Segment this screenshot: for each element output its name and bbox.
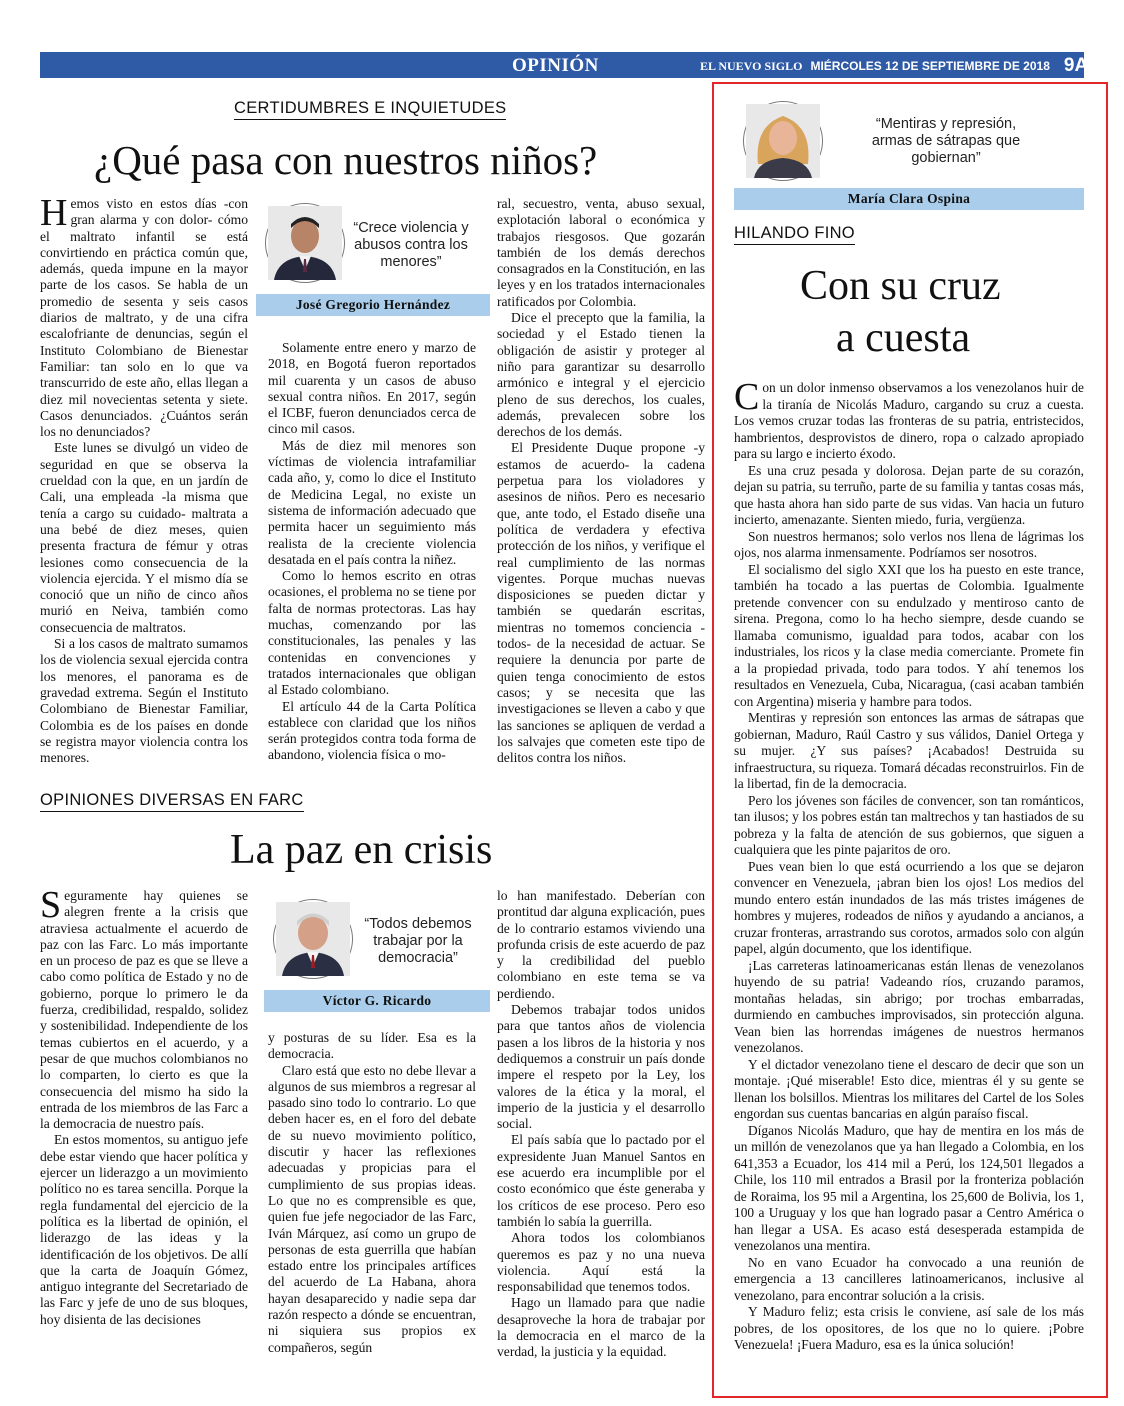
article3-kicker: HILANDO FINO xyxy=(734,224,855,245)
dropcap: C xyxy=(734,376,760,418)
columnist-photo xyxy=(744,102,822,180)
paragraph: Claro está que esto no debe llevar a algunos de sus miembros a regresar al pasado sino todo lo contrario. Lo que deben hacer es, en el foro del debate de su nuevo movimiento político, discutir y hacer las reflexiones adecuadas y propicias para el cumplimiento de sus propias ideas. Lo que no es comprensible es que, quien fue jefe negociador de las Farc, Iván Márquez, así como un grupo de personas de esta guerrilla que habían estado entre los principales artífices del acuerdo de La Habana, ahora hayan desaparecido y nadie sepa dar razón respecto a dónde se encuentran, ni siquiera sus propios ex compañeros, según xyxy=(268,1062,476,1355)
columnist-box-jose-gregorio xyxy=(256,196,490,318)
pull-quote: “Todos debemos trabajar por la democracia” xyxy=(364,916,472,966)
article2-column-1 xyxy=(40,884,248,1376)
article3-headline-line2: a cuesta xyxy=(836,315,971,361)
paragraph: El país sabía que lo pactado por el expresidente Juan Manuel Santos en ese acuerdo era incumplible por el costo económico que éste generaba y los críticos de ese proceso. Pero eso también lo sabía la guerrilla. xyxy=(497,1132,705,1229)
article1-column-2 xyxy=(268,340,476,763)
columnist-box-victor-ricardo xyxy=(264,892,490,1014)
paragraph: Este lunes se divulgó un video de seguridad en que se observa la crueldad con la que, en un jardín de Cali, una empleada -la misma que tenía a cargo su cuidado- maltrata a una bebé de diez meses, quien presenta fractura de fémur y otras lesiones como consecuencia de la violencia ejercida. Y el mismo día se conoció que un niño de cinco años murió en Neiva, también como consecuencia de maltratos. xyxy=(40,440,248,635)
issue-date: MIÉRCOLES 12 DE SEPTIEMBRE DE 2018 xyxy=(810,59,1050,73)
columnist-name: José Gregorio Hernández xyxy=(256,294,490,316)
article1-column-1 xyxy=(40,192,248,766)
portrait-icon xyxy=(268,206,342,280)
paragraph: Pues vean bien lo que está ocurriendo a los que se dejaron convencer en Venezuela, ¡abran bien los ojos! Los medios del mundo entero están inundados de las más tristes imágenes de hombres y mujeres, rodeados de niños y ayudando a ancianos, a cruzar fronteras, arrastrando sus corotos, armados solo con algún papel, algún documento, que los identifique. xyxy=(734,858,1084,956)
paragraph: emos visto en estos días -con gran alarma y con dolor- cómo el maltrato infantil se está convirtiendo en práctica común que, además, queda impune en la mayor parte de los casos. Se habla de un promedio de sesenta y seis casos diarios de maltrato, y de una cifra escalofriante de denuncias, según el Instituto Colombiano de Bienestar Familiar: tan solo en lo que va transcurrido de este año, ellas llegan a diez mil novecientas setenta y siete. Casos denunciados. ¿Cuántos serán los no denunciados? xyxy=(40,196,248,440)
portrait-icon xyxy=(746,104,820,178)
article2-column-3 xyxy=(497,888,705,1376)
paragraph: El artículo 44 de la Carta Política establece con claridad que los niños serán protegidos contra toda forma de abandono, violencia física o mo- xyxy=(268,698,476,763)
article3-headline-line1: Con su cruz xyxy=(800,263,1001,309)
pull-quote: “Crece violencia y abusos contra los menores” xyxy=(353,220,469,270)
paragraph: Díganos Nicolás Maduro, que hay de mentira en los más de un millón de venezolanos que ya han llegado a Colombia, en los 641,353 a Ecuador, los 414 mil a Perú, los 124,501 llegados a Chile, los 110 mil entrados a Brasil por la fronteriza población de Roraima, los 95 mil a Argentina, los 25,600 de Bolivia, los 1, 100 a Uruguay y los que han logrado pasar a Centro América o han llegar a USA. Es acaso está desesperada estampida de venezolanos una mentira. xyxy=(734,1122,1084,1253)
paragraph: Si a los casos de maltrato sumamos los de violencia sexual ejercida contra los menores, el panorama es de gravedad extrema. Según el Instituto Colombiano de Bienestar Familiar, Colombia es de los países en donde se registra mayor violencia contra los menores. xyxy=(40,636,248,766)
paragraph: Son nuestros hermanos; solo verlos nos llena de lágrimas los ojos, nos alarma inmensamente. Podríamos ser nosotros. xyxy=(734,528,1084,560)
paragraph: El Presidente Duque propone -y estamos de acuerdo- la cadena perpetua para los violadores y asesinos de niños. Pero es necesario que, ante todo, el Estado diseñe una política de verdadera y efectiva protección de los niños, y verifique el real cumplimiento de las normas vigentes. Porque muchas nuevas disposiciones se pueden dictar y también se quedarán escritas, mientras no tomemos conciencia -todos- de la necesidad de actuar. Se requiere la denuncia por parte de quien tenga conocimiento de estos casos; y se necesita que las investigaciones se lleven a cabo y que las sanciones se apliquen de verdad a los salvajes que cometen este tipo de delitos contra los niños. xyxy=(497,440,705,766)
paragraph: En estos momentos, su antiguo jefe debe estar viendo que hacer política y ejercer un liderazgo a un movimiento político no es tarea sencilla. Porque la regla fundamental del ejercicio de la política es la libertad de opinión, el liderazgo de las ideas y la identificación de los objetivos. De allí que la carta de Joaquín Gómez, antiguo integrante del Secretariado de las Farc y jefe de uno de sus bloques, hoy disienta de las decisiones xyxy=(40,1132,248,1327)
article1-kicker: CERTIDUMBRES E INQUIETUDES xyxy=(234,99,506,120)
page-number: 9A xyxy=(1063,55,1089,76)
columnist-photo xyxy=(274,900,352,978)
columnist-photo xyxy=(266,204,344,282)
paragraph: eguramente hay quienes se alegren frente a la crisis que atraviesa actualmente el acuerdo de paz con las Farc. Lo más importante en un proceso de paz es que se lleve a cabo como política de Estado y no de gobierno, porque lo primero le da fuerza, credibilidad, respaldo, solidez y sostenibilidad. Independiente de los temas cubiertos en el acuerdo, y a pesar de que muchos colombianos no lo comparten, lo cierto es que la consecuencia del mismo ha sido la entrada de los miembros de las Farc a la democracia de nuestro país. xyxy=(40,888,248,1132)
paragraph: on un dolor inmenso observamos a los venezolanos huir de la tiranía de Nicolás Maduro, cargando su cruz a cuesta. Los vemos cruzar todas las fronteras de su patria, entristecidos, hambrientos, desprovistos de dinero, ropa o calzado apropiado para su largo e incierto éxodo. xyxy=(734,380,1084,461)
article2-column-2 xyxy=(268,1030,476,1376)
article2-headline: La paz en crisis xyxy=(230,827,493,873)
article1-column-3 xyxy=(497,196,705,766)
columnist-name: María Clara Ospina xyxy=(734,188,1084,210)
paragraph: El socialismo del siglo XXI que los ha puesto en este trance, también ha tocado a las puertas de Colombia. Igualmente pretende convencer con su endulzado y mentiroso canto de sirena. Pregona, como lo ha hecho siempre, desde cuando se llamaba comunismo, igualdad para todos, acabar con los industriales, los ricos y la clase media comerciante. Promete fin a la propiedad privada, todo para todos. Y ahí tenemos los resultados en Venezuela, Cuba, Nicaragua, (casi acaban también con Argentina) miseria y hambre para todos. xyxy=(734,561,1084,709)
pull-quote: “Mentiras y represión, armas de sátrapas que gobiernan” xyxy=(871,116,1021,166)
portrait-icon xyxy=(276,902,350,976)
paragraph: Como lo hemos escrito en otras ocasiones, el problema no se tiene por falta de normas protectoras. Las hay muchas, comenzando por las constitucionales, las penales y las contenidas en convenciones y tratados internacionales que obligan al Estado colombiano. xyxy=(268,568,476,698)
section-title: OPINIÓN xyxy=(512,55,599,76)
paragraph: Pero los jóvenes son fáciles de convencer, son tan románticos, tan ilusos; y los pobres están tan maltrechos y tan hastiados de su pobreza y la falta de atención de sus gobiernos, que siguen a cualquiera que les pinte pajaritos de oro. xyxy=(734,792,1084,857)
paragraph: Más de diez mil menores son víctimas de violencia intrafamiliar cada año, y, como lo dice el Instituto de Medicina Legal, no existe un sistema de información adecuado que permita hacer un seguimiento más realista de la creciente violencia desatada en el país contra la niñez. xyxy=(268,437,476,567)
article3-body xyxy=(734,376,1084,1388)
paragraph: Hago un llamado para que nadie desaproveche la hora de trabajar por la democracia en el marco de la verdad, la justicia y la equidad. xyxy=(497,1295,705,1360)
paragraph: Dice el precepto que la familia, la sociedad y el Estado tienen la obligación de asistir y proteger al niño para garantizar su desarrollo armónico e integral y el ejercicio pleno de sus derechos, los cuales, además, prevalecen sobre los derechos de los demás. xyxy=(497,310,705,440)
dropcap: S xyxy=(40,884,62,926)
columnist-name: Víctor G. Ricardo xyxy=(264,990,490,1012)
paragraph: lo han manifestado. Deberían con prontitud dar alguna explicación, pues de lo contrario estamos viviendo una profunda crisis de este acuerdo de paz y la credibilidad del pueblo colombiano en este tema se va perdiendo. xyxy=(497,888,705,1001)
paragraph: Y Maduro feliz; esta crisis le conviene, así sale de los más pobres, de los opositores, de los que no lo quiere. ¡Pobre Venezuela! ¡Fuera Maduro, esa es la única solución! xyxy=(734,1304,1084,1352)
dropcap: H xyxy=(40,192,68,234)
paragraph: Es una cruz pesada y dolorosa. Dejan parte de su corazón, dejan su patria, su terruño, parte de su familia y tantas cosas más, que hasta ahora han sido parte de sus vidas. Van hacia un futuro incierto, amenazante. Sienten miedo, furia, vergüenza. xyxy=(734,462,1084,527)
paragraph: y posturas de su líder. Esa es la democracia. xyxy=(268,1030,476,1062)
paragraph: Y el dictador venezolano tiene el descaro de decir que son un montaje. ¡Qué miserable! Esto dice, mientras él y su gente se llenan los bolsillos. Mientras los militares del Cartel de los Soles engordan sus cuentas bancarias en algún paraíso fiscal. xyxy=(734,1056,1084,1121)
paragraph: ¡Las carreteras latinoamericanas están llenas de venezolanos huyendo de su patria! Vadeando ríos, cruzando paramos, montañas heladas, sin abrigo; por trochas embarradas, durmiendo en cambuches improvisados, sin protección alguna. Vean bien las horrendas imágenes de nuestros hermanos venezolanos. xyxy=(734,957,1084,1055)
paragraph: Mentiras y represión son entonces las armas de sátrapas que gobiernan, Maduro, Raúl Castro y sus válidos, Daniel Ortega y su mujer. ¿Y sus países? ¡Acabados! Destruida su infraestructura, su riqueza. Tomará décadas reconstruirlos. Fin de la libertad, fin de la democracia. xyxy=(734,710,1084,791)
paragraph: Solamente entre enero y marzo de 2018, en Bogotá fueron reportados mil cuarenta y un casos de abuso sexual contra niños. En 2017, según el ICBF, fueron denunciados cerca de cinco mil casos. xyxy=(268,340,476,437)
article2-kicker: OPINIONES DIVERSAS EN FARC xyxy=(40,791,304,812)
paragraph: Ahora todos los colombianos queremos es paz y no una nueva violencia. Aquí está la responsabilidad que tenemos todos. xyxy=(497,1230,705,1295)
paragraph: Debemos trabajar todos unidos para que tantos años de violencia pasen a los libros de la historia y nos dediquemos a construir un país donde impere el respeto por la Ley, los valores de la ética y la moral, el imperio de la justicia y el desarrollo social. xyxy=(497,1002,705,1132)
article1-headline: ¿Qué pasa con nuestros niños? xyxy=(94,137,598,183)
newspaper-name: EL NUEVO SIGLO xyxy=(700,58,803,73)
paragraph: No en vano Ecuador ha convocado a una reunión de emergencia a 13 cancilleres latinoamericanos, inclusive al venezolano, para encontrar solución a la crisis. xyxy=(734,1254,1084,1303)
masthead xyxy=(700,55,1088,77)
columnist-box-maria-clara xyxy=(734,94,1084,212)
paragraph: ral, secuestro, venta, abuso sexual, explotación laboral o económica y trabajos riesgosos. Que gozarán también de los demás derechos consagrados en la Constitución, en las leyes y en los tratados internacionales ratificados por Colombia. xyxy=(497,196,705,309)
